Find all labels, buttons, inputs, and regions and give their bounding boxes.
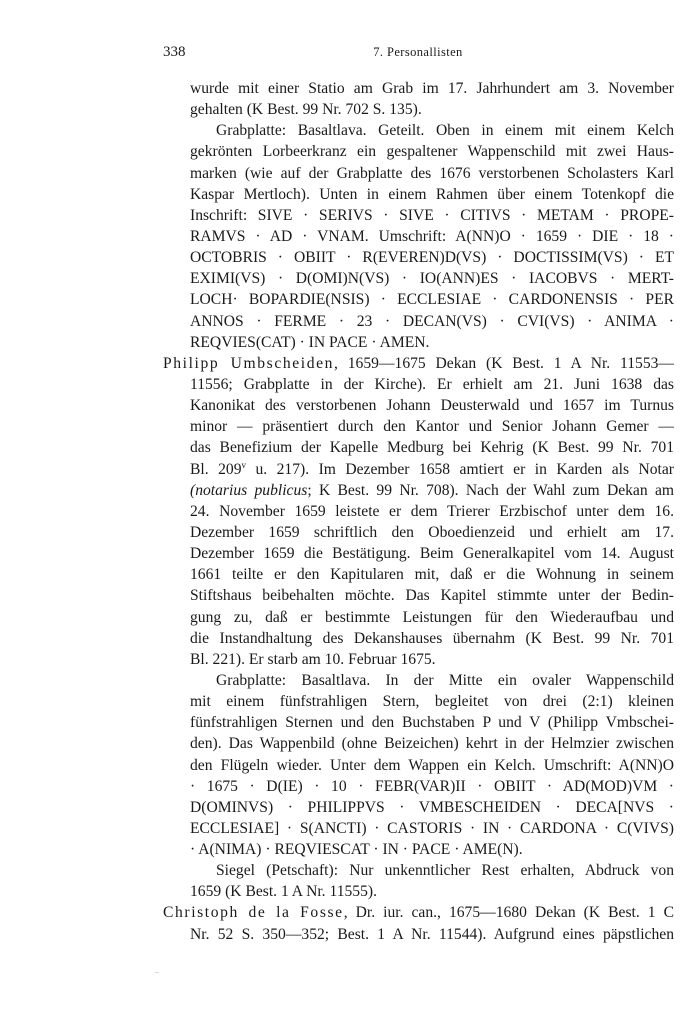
text-line: Kanonikat des verstorbenen Johann Deusterwald und 1657 im Turnus xyxy=(190,397,674,415)
text-line: minor — präsentiert durch den Kantor und Senior Johann Gemer — xyxy=(190,418,674,436)
text-body xyxy=(163,78,674,945)
text-line: Siegel (Petschaft): Nur unkenntlicher Rest erhalten, Abdruck von xyxy=(216,862,674,880)
text-segment: Bl. 209 xyxy=(190,460,242,478)
text-line: den Flügeln wieder. Unter dem Wappen ein Kelch. Umschrift: A(NN)O xyxy=(190,756,674,774)
text-line: Inschrift: SIVE · SERIVS · SIVE · CITIVS · METAM · PROPE- xyxy=(190,206,674,224)
text-line: 1659 (K Best. 1 A Nr. 11555). xyxy=(190,883,377,901)
text-line: REQVIES(CAT) · IN PACE · AMEN. xyxy=(190,333,430,351)
italic-term: (notarius publicus xyxy=(190,481,308,499)
text-segment: ; K Best. 99 Nr. 708). Nach der Wahl zum Dekan am xyxy=(307,481,674,499)
text-segment: u. 217). Im Dezember 1658 amtiert er in Karden als Notar xyxy=(246,460,675,478)
text-line xyxy=(163,459,674,480)
text-line: das Benefizium der Kapelle Medburg bei Kehrig (K Best. 99 Nr. 701 xyxy=(190,439,674,457)
text-line: 1661 teilte er den Kapitularen mit, daß er die Wohnung in seinem xyxy=(190,566,674,584)
text-line: den). Das Wappenbild (ohne Beizeichen) kehrt in der Helmzier zwischen xyxy=(190,735,674,753)
entry-name: Christoph de la Fosse xyxy=(163,904,344,922)
text-line: · 1675 · D(IE) · 10 · FEBR(VAR)II · OBIIT · AD(MOD)VM · xyxy=(190,777,674,795)
superscript-verso: v xyxy=(241,459,246,470)
text-line: Grabplatte: Basaltlava. Geteilt. Oben in einem mit einem Kelch xyxy=(216,122,674,140)
text-line: RAMVS · AD · VNAM. Umschrift: A(NN)O · 1659 · DIE · 18 · xyxy=(190,227,674,245)
text-line: Grabplatte: Basaltlava. In der Mitte ein ovaler Wappenschild xyxy=(216,671,674,689)
text-line: Bl. 221). Er starb am 10. Februar 1675. xyxy=(190,650,436,668)
running-title: 7. Personallisten xyxy=(373,45,463,59)
entry-heading-line xyxy=(163,902,674,923)
text-line: Dezember 1659 die Bestätigung. Beim Generalkapitel vom 14. August xyxy=(190,545,674,563)
text-line: Dezember 1659 schriftlich den Oboedienzeid und erhielt am 17. xyxy=(190,523,674,541)
text-line: D(OMINVS) · PHILIPPVS · VMBESCHEIDEN · DECA[NVS · xyxy=(190,798,674,816)
text-line: wurde mit einer Statio am Grab im 17. Jahrhundert am 3. November xyxy=(190,80,674,97)
text-line: marken (wie auf der Grabplatte des 1676 verstorbenen Scholasters Karl xyxy=(190,164,674,182)
entry-heading-text: , 1659—1675 Dekan (K Best. 1 A Nr. 11553— xyxy=(334,354,675,372)
text-line: die Instandhaltung des Dekanshauses übernahm (K Best. 99 Nr. 701 xyxy=(190,629,674,647)
entry-heading-line xyxy=(163,353,674,374)
entry-name: Philipp Umbscheiden xyxy=(163,354,335,372)
entry-heading-text: , Dr. iur. can., 1675—1680 Dekan (K Best. 1 C xyxy=(343,904,675,922)
text-line: gekrönten Lorbeerkranz ein gespaltener Wappenschild mit zwei Haus- xyxy=(190,143,674,161)
margin-mark xyxy=(155,972,159,973)
text-line: · A(NIMA) · REQVIESCAT · IN · PACE · AME(N). xyxy=(190,841,523,859)
page-number: 338 xyxy=(163,44,186,60)
text-line: Stiftshaus beibehalten möchte. Das Kapitel stimmte unter der Bedin- xyxy=(190,587,674,605)
text-line: 11556; Grabplatte in der Kirche). Er erhielt am 21. Juni 1638 das xyxy=(190,375,674,393)
text-line: Nr. 52 S. 350—352; Best. 1 A Nr. 11544). Aufgrund eines päpstlichen xyxy=(190,925,674,943)
text-line xyxy=(163,480,674,501)
text-line: gung zu, daß er bestimmte Leistungen für den Wiederaufbau und xyxy=(190,608,674,626)
text-line: gehalten (K Best. 99 Nr. 702 S. 135). xyxy=(190,101,422,119)
text-line: mit einem fünfstrahligen Stern, begleitet von drei (2:1) kleinen xyxy=(190,693,674,711)
text-line: Kaspar Mertloch). Unten in einem Rahmen über einem Totenkopf die xyxy=(190,185,674,203)
page-header xyxy=(163,44,673,64)
text-line: ECCLESIAE] · S(ANCTI) · CASTORIS · IN · CARDONA · C(VIVS) xyxy=(190,819,674,837)
text-line: 24. November 1659 leistete er dem Trierer Erzbischof unter dem 16. xyxy=(190,502,674,520)
text-line: LOCH· BOPARDIE(NSIS) · ECCLESIAE · CARDONENSIS · PER xyxy=(190,291,674,309)
text-line: EXIMI(VS) · D(OMI)N(VS) · IO(ANN)ES · IACOBVS · MERT- xyxy=(190,270,674,288)
text-line: ANNOS · FERME · 23 · DECAN(VS) · CVI(VS) · ANIMA · xyxy=(190,312,674,330)
text-line: fünfstrahligen Sternen und den Buchstaben P und V (Philipp Vmbschei- xyxy=(190,714,674,732)
text-line: OCTOBRIS · OBIIT · R(EVEREN)D(VS) · DOCTISSIM(VS) · ET xyxy=(190,249,674,267)
